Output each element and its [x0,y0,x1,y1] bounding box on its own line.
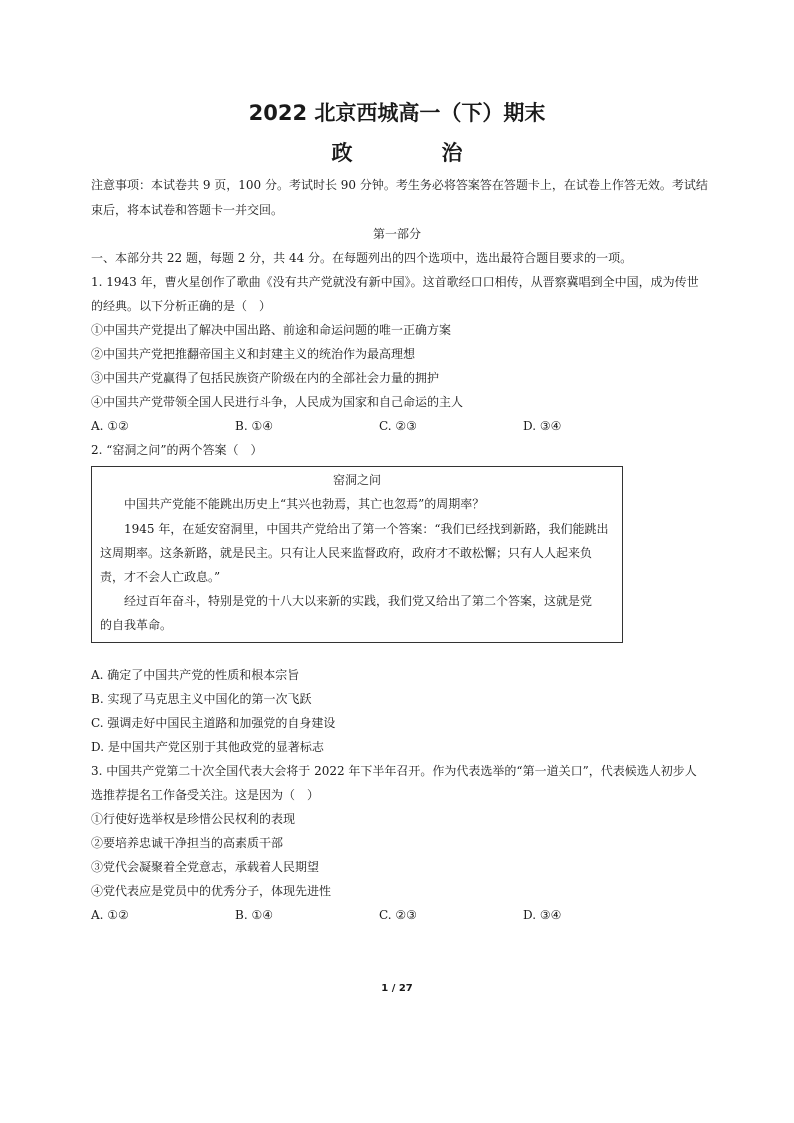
q1-statement-4: ④中国共产党带领全国人民进行斗争，人民成为国家和自己命运的主人 [91,395,464,409]
q3-statement-4: ④党代表应是党员中的优秀分子，体现先进性 [91,884,332,898]
q2-box-line-4: 责，才不会人亡政息。” [100,570,221,584]
q3-stem-line-2: 选推荐提名工作备受关注。这是因为（ ） [91,788,320,802]
q1-option-a: A. ①② [91,419,129,433]
section-intro: 一、本部分共 22 题，每题 2 分，共 44 分。在每题列出的四个选项中，选出最符合题目要求的一项。 [91,251,633,265]
q2-box-line-5: 经过百年奋斗，特别是党的十八大以来新的实践，我们党又给出了第二个答案，这就是党 [124,594,593,608]
q2-box-title: 窑洞之问 [332,473,381,487]
q2-option-b: B. 实现了马克思主义中国化的第一次飞跃 [91,692,312,706]
q2-option-c: C. 强调走好中国民主道路和加强党的自身建设 [91,716,336,730]
q1-statement-2: ②中国共产党把推翻帝国主义和封建主义的统治作为最高理想 [91,347,416,361]
notice-line-1: 注意事项：本试卷共 9 页，100 分。考试时长 90 分钟。考生务必将答案答在答题卡上，在试卷上作答无效。考试结 [91,178,708,192]
q3-options [91,906,711,924]
q2-stem: 2. “窑洞之问”的两个答案（ ） [91,443,263,457]
q1-statement-3: ③中国共产党赢得了包括民族资产阶级在内的全部社会力量的拥护 [91,371,440,385]
part-heading: 第一部分 [372,227,421,241]
page-title: 2022 北京西城高一（下）期末 [248,101,546,125]
q1-stem-line-1: 1. 1943 年，曹火星创作了歌曲《没有共产党就没有新中国》。这首歌经口口相传，从晋察冀唱到全中国，成为传世 [91,275,699,289]
q3-statement-1: ①行使好选举权是珍惜公民权利的表现 [91,812,296,826]
q3-option-d: D. ③④ [523,908,562,922]
q2-material-box [91,466,623,643]
q2-box-line-1: 中国共产党能不能跳出历史上“其兴也勃焉，其亡也忽焉”的周期率？ [124,497,485,511]
q1-options [91,417,711,435]
q2-option-d: D. 是中国共产党区别于其他政党的显著标志 [91,740,324,754]
q2-box-line-3: 这周期率。这条新路，就是民主。只有让人民来监督政府，政府才不敢松懈；只有人人起来负 [100,546,593,560]
q2-option-a: A. 确定了中国共产党的性质和根本宗旨 [91,668,300,682]
subject-title: 政 治 [331,141,497,165]
q3-statement-2: ②要培养忠诚干净担当的高素质干部 [91,836,284,850]
q1-statement-1: ①中国共产党提出了解决中国出路、前途和命运问题的唯一正确方案 [91,323,452,337]
q1-stem-line-2: 的经典。以下分析正确的是（ ） [91,299,272,313]
q3-option-a: A. ①② [91,908,129,922]
q3-option-c: C. ②③ [379,908,417,922]
q1-option-b: B. ①④ [235,419,273,433]
q2-box-line-6: 的自我革命。 [100,618,173,632]
page-number: 1 / 27 [381,983,413,994]
q3-option-b: B. ①④ [235,908,273,922]
notice-line-2: 束后，将本试卷和答题卡一并交回。 [91,203,284,217]
q2-box-line-2: 1945 年，在延安窑洞里，中国共产党给出了第一个答案：“我们已经找到新路，我们能跳出 [124,522,609,536]
q3-stem-line-1: 3. 中国共产党第二十次全国代表大会将于 2022 年下半年召开。作为代表选举的“第一道关口”，代表候选人初步人 [91,764,697,778]
q3-statement-3: ③党代会凝聚着全党意志，承载着人民期望 [91,860,320,874]
q1-option-c: C. ②③ [379,419,417,433]
q1-option-d: D. ③④ [523,419,562,433]
